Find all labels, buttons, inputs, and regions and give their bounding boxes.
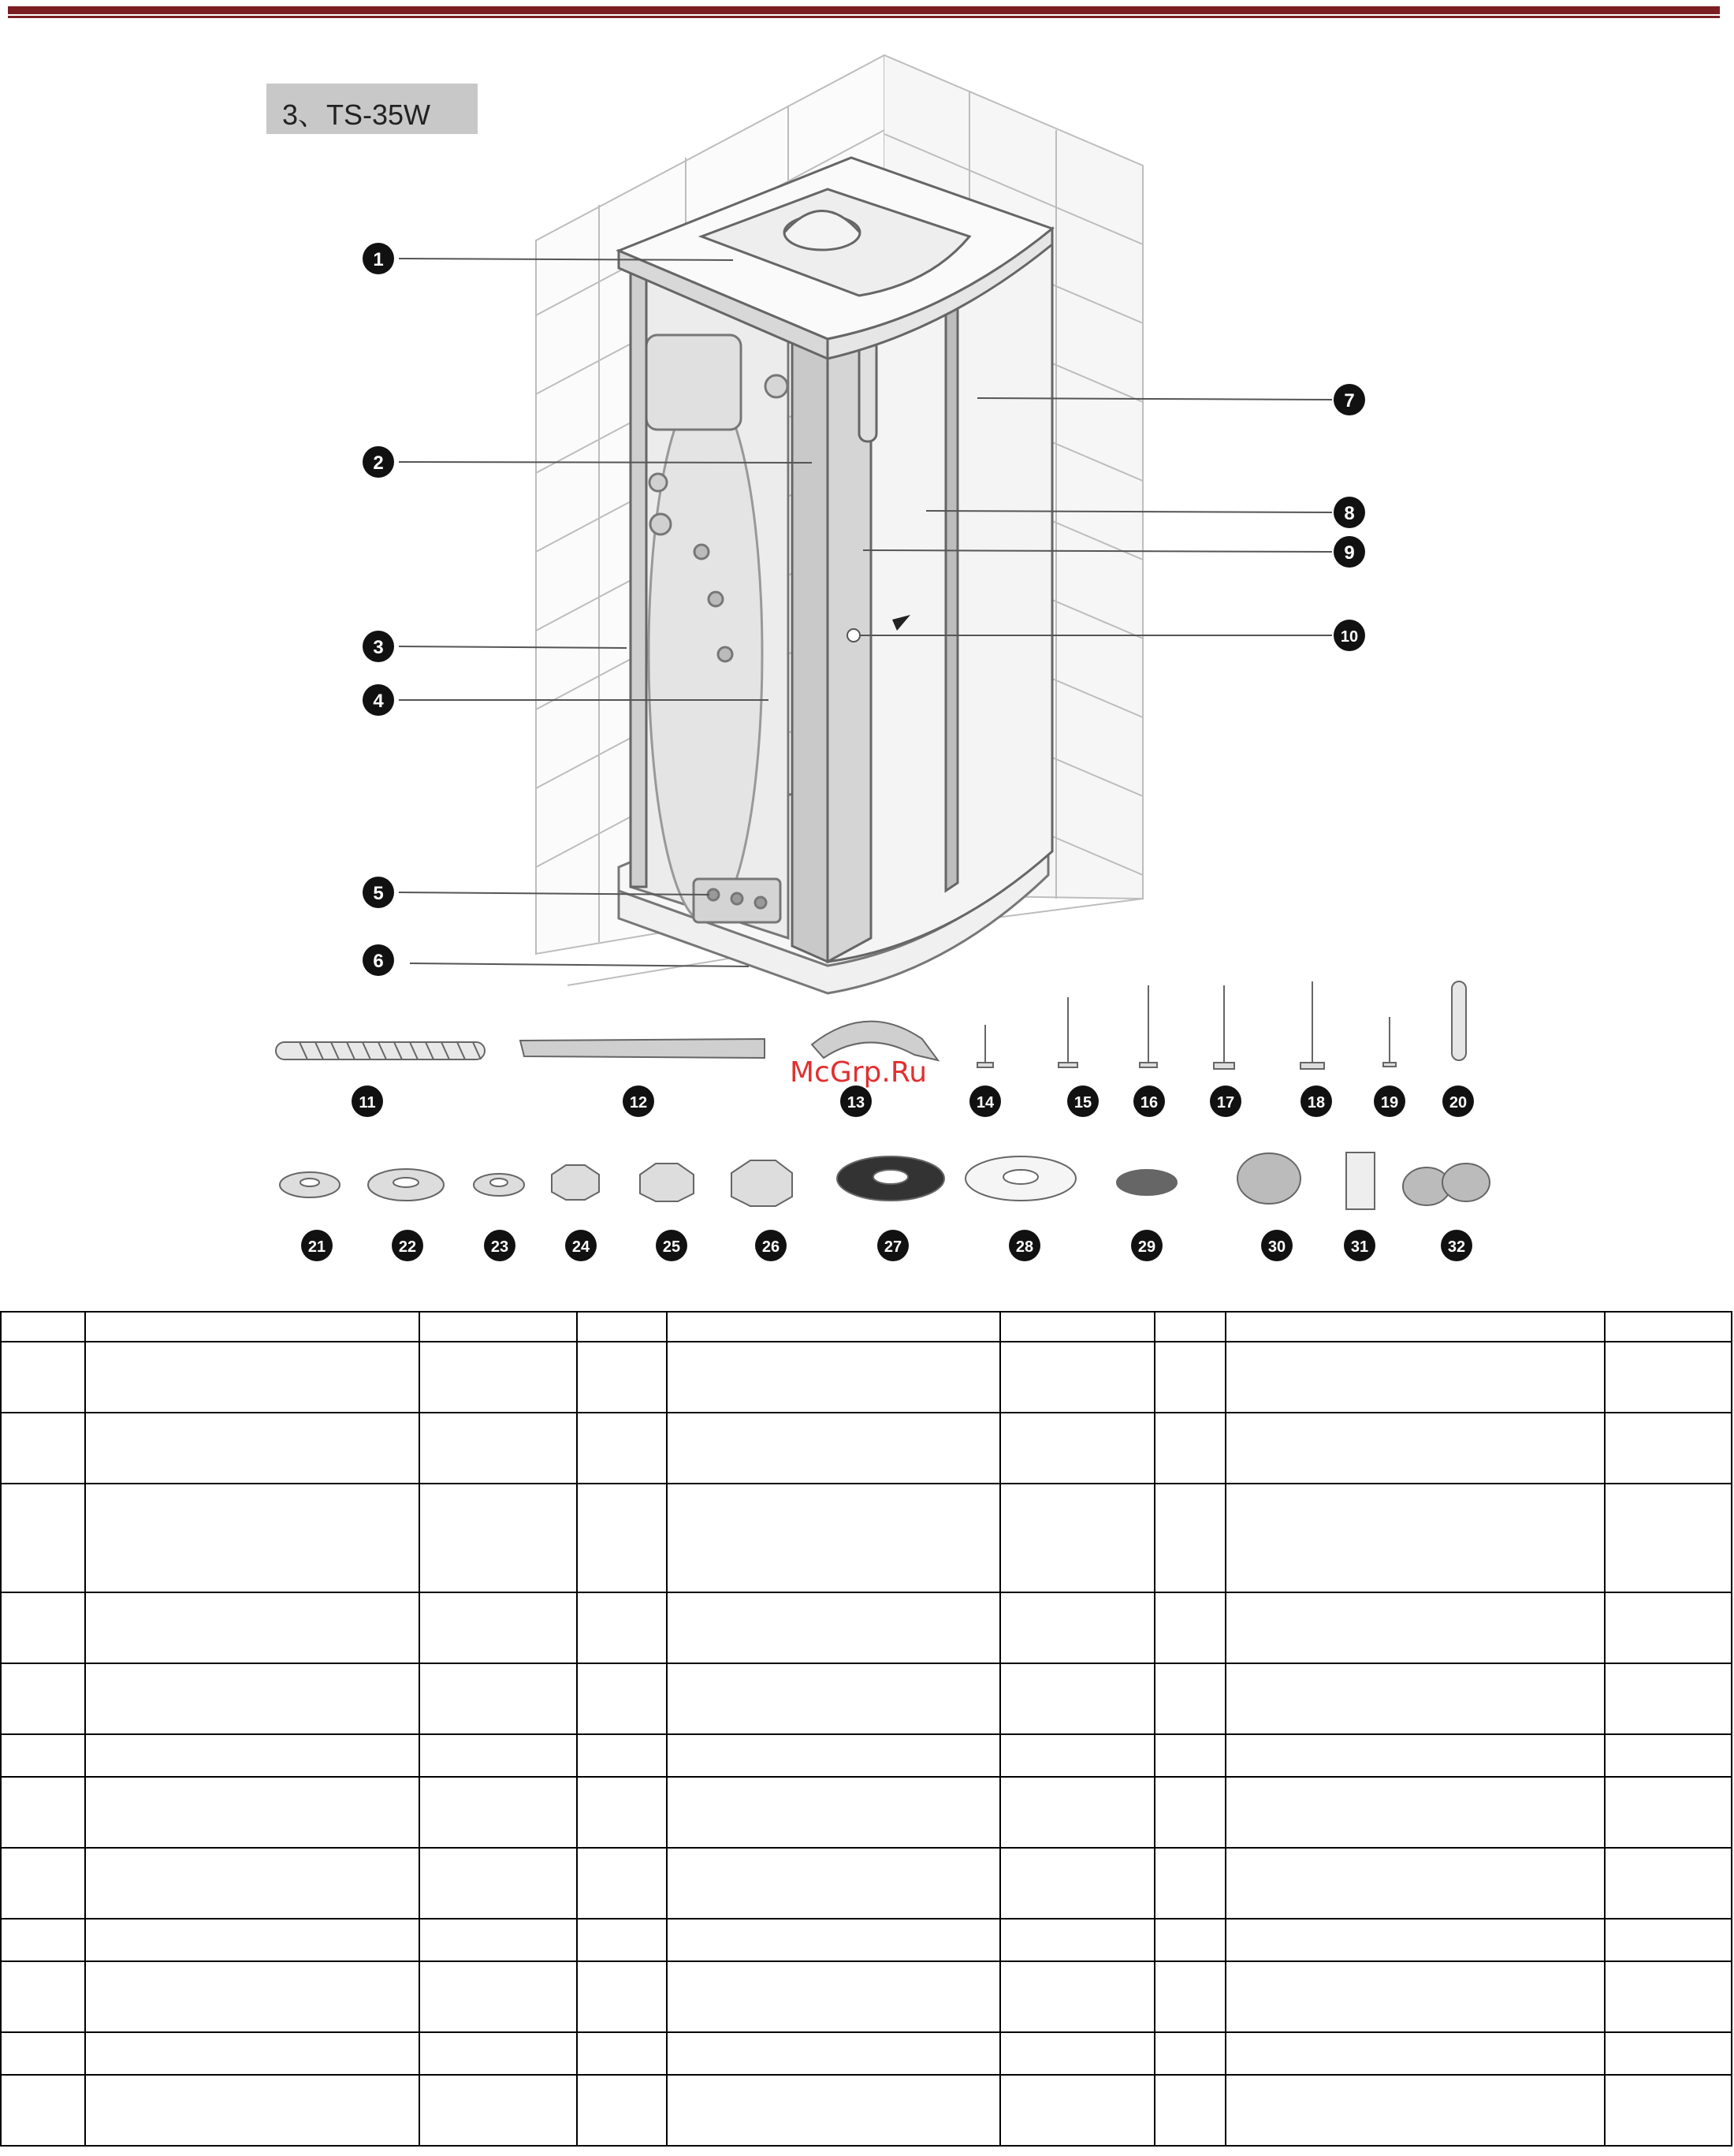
table-cell (419, 1484, 577, 1592)
table-row (1, 1919, 1732, 1961)
part-number-15 (1067, 1085, 1099, 1117)
table-cell (1226, 1777, 1605, 1848)
part-22-washer (368, 1169, 444, 1201)
table-cell (1605, 1342, 1732, 1413)
svg-text:19: 19 (1380, 1094, 1399, 1112)
table-cell (1000, 2032, 1155, 2075)
table-cell (577, 1919, 667, 1961)
part-number-29 (1131, 1230, 1163, 1261)
table-cell (1605, 1484, 1732, 1592)
table-cell (85, 1848, 419, 1919)
table-cell (667, 1413, 1000, 1484)
callout-1 (363, 243, 394, 274)
table-cell (1155, 1961, 1226, 2032)
table-header-cell (1000, 1312, 1155, 1342)
table-cell (1155, 2032, 1226, 2075)
table-cell (1226, 1592, 1605, 1663)
table-cell (85, 1734, 419, 1777)
svg-text:20: 20 (1449, 1094, 1468, 1112)
back-panel (631, 272, 788, 938)
table-cell (419, 1734, 577, 1777)
table-cell (85, 1777, 419, 1848)
part-12-strip (520, 1039, 765, 1058)
table-cell (419, 1961, 577, 2032)
table-header-cell (1, 1312, 85, 1342)
part-16-screw (1140, 985, 1157, 1067)
table-cell (1226, 1413, 1605, 1484)
table-row (1, 2032, 1732, 2075)
table-cell (1, 1413, 85, 1484)
part-21-washer (280, 1172, 340, 1197)
table-cell (1155, 1848, 1226, 1919)
table-cell (1, 1592, 85, 1663)
table-cell (1000, 2075, 1155, 2146)
table-cell (1605, 1848, 1732, 1919)
table-cell (419, 1919, 577, 1961)
callout-8 (1334, 497, 1365, 528)
table-cell (577, 1484, 667, 1592)
table-cell (85, 1592, 419, 1663)
svg-text:18: 18 (1307, 1094, 1326, 1112)
table-cell (1000, 1777, 1155, 1848)
part-number-23 (484, 1230, 515, 1261)
table-cell (1155, 1919, 1226, 1961)
table-cell (1, 2032, 85, 2075)
table-cell (419, 2032, 577, 2075)
table-cell (667, 2075, 1000, 2146)
table-cell (1000, 1734, 1155, 1777)
part-number-27 (877, 1230, 909, 1261)
table-cell (1155, 1413, 1226, 1484)
table-cell (1, 2075, 85, 2146)
table-cell (1155, 1734, 1226, 1777)
part-29-drain-cover (1117, 1170, 1177, 1195)
table-cell (577, 1848, 667, 1919)
part-number-19 (1374, 1085, 1405, 1117)
part-number-12 (623, 1085, 654, 1117)
table-cell (85, 1663, 419, 1734)
callout-10 (1334, 620, 1365, 651)
table-cell (667, 1342, 1000, 1413)
table-cell (1226, 2075, 1605, 2146)
table-cell (1605, 1734, 1732, 1777)
table-cell (419, 2075, 577, 2146)
svg-text:10: 10 (1340, 628, 1359, 646)
table-cell (1, 1848, 85, 1919)
part-32-jets (1403, 1164, 1490, 1205)
table-cell (85, 1961, 419, 2032)
part-19-screw (1383, 1017, 1396, 1067)
part-24-nut (552, 1165, 599, 1200)
table-cell (667, 1592, 1000, 1663)
part-number-21 (301, 1230, 333, 1261)
table-cell (1155, 1342, 1226, 1413)
table-cell (85, 1342, 419, 1413)
svg-text:9: 9 (1344, 542, 1355, 564)
table-cell (577, 1592, 667, 1663)
table-header-cell (1605, 1312, 1732, 1342)
table-cell (419, 1663, 577, 1734)
part-25-nut (640, 1164, 694, 1201)
table-cell (1155, 1484, 1226, 1592)
table-header-cell (1226, 1312, 1605, 1342)
table-cell (85, 2075, 419, 2146)
table-cell (1226, 1919, 1605, 1961)
callout-5 (363, 877, 394, 908)
table-cell (577, 1961, 667, 2032)
table-cell (419, 1592, 577, 1663)
table-cell (667, 1848, 1000, 1919)
table-row (1, 1484, 1732, 1592)
svg-text:31: 31 (1350, 1238, 1369, 1256)
table-cell (1000, 1592, 1155, 1663)
table-cell (667, 1484, 1000, 1592)
table-row (1, 2075, 1732, 2146)
svg-text:14: 14 (976, 1094, 995, 1112)
table-cell (85, 1484, 419, 1592)
table-cell (85, 2032, 419, 2075)
svg-text:30: 30 (1267, 1238, 1286, 1256)
part-number-24 (565, 1230, 597, 1261)
table-cell (1605, 1592, 1732, 1663)
callout-9 (1334, 536, 1365, 568)
svg-text:26: 26 (761, 1238, 780, 1256)
table-row (1, 1961, 1732, 2032)
svg-text:8: 8 (1344, 503, 1355, 524)
table-cell (1226, 1663, 1605, 1734)
svg-text:2: 2 (373, 452, 384, 474)
part-number-14 (969, 1085, 1001, 1117)
part-number-25 (656, 1230, 687, 1261)
table-cell (1000, 1484, 1155, 1592)
table-cell (1155, 1777, 1226, 1848)
part-number-20 (1442, 1085, 1474, 1117)
table-header-cell (667, 1312, 1000, 1342)
callout-3 (363, 631, 394, 662)
svg-text:7: 7 (1344, 390, 1355, 411)
part-30-jet (1237, 1153, 1300, 1204)
table-row (1, 1848, 1732, 1919)
svg-text:29: 29 (1137, 1238, 1156, 1256)
table-row (1, 1777, 1732, 1848)
svg-text:12: 12 (629, 1094, 648, 1112)
svg-text:17: 17 (1216, 1094, 1235, 1112)
svg-text:1: 1 (373, 249, 384, 270)
table-cell (1155, 1592, 1226, 1663)
table-header-row (1, 1312, 1732, 1342)
svg-text:13: 13 (847, 1094, 865, 1112)
svg-text:4: 4 (373, 691, 384, 712)
part-number-22 (392, 1230, 423, 1261)
table-cell (667, 1961, 1000, 2032)
svg-text:3: 3 (373, 637, 384, 658)
table-cell (1155, 1663, 1226, 1734)
svg-text:32: 32 (1447, 1238, 1466, 1256)
table-cell (1000, 1663, 1155, 1734)
callout-2 (363, 446, 394, 478)
table-cell (1605, 1961, 1732, 2032)
table-row (1, 1592, 1732, 1663)
table-cell (1605, 1777, 1732, 1848)
part-number-17 (1210, 1085, 1241, 1117)
table-cell (577, 1342, 667, 1413)
svg-text:11: 11 (359, 1094, 376, 1112)
part-17-screw (1214, 985, 1234, 1069)
part-18-screw (1300, 981, 1324, 1069)
table-cell (419, 1848, 577, 1919)
table-cell (1, 1342, 85, 1413)
table-cell (85, 1919, 419, 1961)
table-cell (419, 1342, 577, 1413)
table-cell (667, 1919, 1000, 1961)
part-15-screw (1059, 997, 1077, 1067)
table-cell (1605, 2075, 1732, 2146)
part-20-anchor (1452, 981, 1466, 1060)
table-cell (667, 2032, 1000, 2075)
svg-text:15: 15 (1074, 1094, 1092, 1112)
svg-text:5: 5 (373, 883, 384, 904)
part-number-30 (1261, 1230, 1293, 1261)
table-cell (1155, 2075, 1226, 2146)
table-cell (419, 1413, 577, 1484)
table-cell (577, 1734, 667, 1777)
table-header-cell (85, 1312, 419, 1342)
table-cell (1, 1484, 85, 1592)
table-header-cell (419, 1312, 577, 1342)
watermark: McGrp.Ru (790, 1056, 928, 1089)
table-cell (1226, 1734, 1605, 1777)
table-cell (577, 2075, 667, 2146)
table-cell (1000, 1961, 1155, 2032)
part-26-nut (731, 1160, 792, 1206)
part-number-32 (1441, 1230, 1472, 1261)
table-cell (1, 1734, 85, 1777)
table-cell (1605, 2032, 1732, 2075)
table-cell (1, 1777, 85, 1848)
table-cell (1, 1663, 85, 1734)
table-cell (577, 1663, 667, 1734)
svg-text:16: 16 (1140, 1094, 1159, 1112)
callout-4 (363, 684, 394, 716)
table-cell (667, 1663, 1000, 1734)
part-14-screw (977, 1025, 993, 1067)
table-cell (577, 1777, 667, 1848)
part-number-13 (840, 1085, 872, 1117)
table-cell (1, 1919, 85, 1961)
part-number-31 (1344, 1230, 1375, 1261)
table-cell (419, 1777, 577, 1848)
svg-text:6: 6 (373, 951, 384, 972)
table-cell (667, 1777, 1000, 1848)
table-header-cell (577, 1312, 667, 1342)
table-cell (1226, 1961, 1605, 2032)
part-number-18 (1300, 1085, 1332, 1117)
table-cell (1605, 1663, 1732, 1734)
part-28-gasket (966, 1156, 1076, 1201)
table-cell (85, 1413, 419, 1484)
table-cell (1226, 1848, 1605, 1919)
callout-6 (363, 944, 394, 976)
part-number-11 (352, 1085, 383, 1117)
part-number-26 (755, 1230, 787, 1261)
svg-text:28: 28 (1015, 1238, 1034, 1256)
part-23-washer (474, 1174, 524, 1196)
table-cell (577, 1413, 667, 1484)
table-cell (1226, 1342, 1605, 1413)
part-number-16 (1133, 1085, 1165, 1117)
table-cell (577, 2032, 667, 2075)
table-cell (667, 1734, 1000, 1777)
part-31-mirror (1346, 1152, 1375, 1209)
svg-text:23: 23 (490, 1238, 509, 1256)
svg-text:24: 24 (571, 1238, 590, 1256)
table-cell (1000, 1413, 1155, 1484)
table-row (1, 1413, 1732, 1484)
table-cell (1226, 2032, 1605, 2075)
svg-text:25: 25 (662, 1238, 681, 1256)
table-cell (1000, 1919, 1155, 1961)
model-title: 3、TS-35W (282, 99, 431, 131)
table-cell (1605, 1919, 1732, 1961)
part-number-28 (1009, 1230, 1040, 1261)
table-cell (1000, 1848, 1155, 1919)
svg-text:27: 27 (884, 1238, 902, 1256)
part-13-seal (812, 1022, 938, 1060)
table-header-cell (1155, 1312, 1226, 1342)
table-cell (1605, 1413, 1732, 1484)
table-cell (1, 1961, 85, 2032)
table-cell (1226, 1484, 1605, 1592)
svg-text:22: 22 (398, 1238, 417, 1256)
table-row (1, 1342, 1732, 1413)
svg-text:21: 21 (307, 1238, 326, 1256)
callout-7 (1334, 384, 1365, 415)
part-11-hose (276, 1042, 485, 1059)
part-27-gasket (837, 1156, 944, 1201)
parts-table (0, 1311, 1732, 2147)
table-row (1, 1734, 1732, 1777)
table-cell (1000, 1342, 1155, 1413)
table-row (1, 1663, 1732, 1734)
